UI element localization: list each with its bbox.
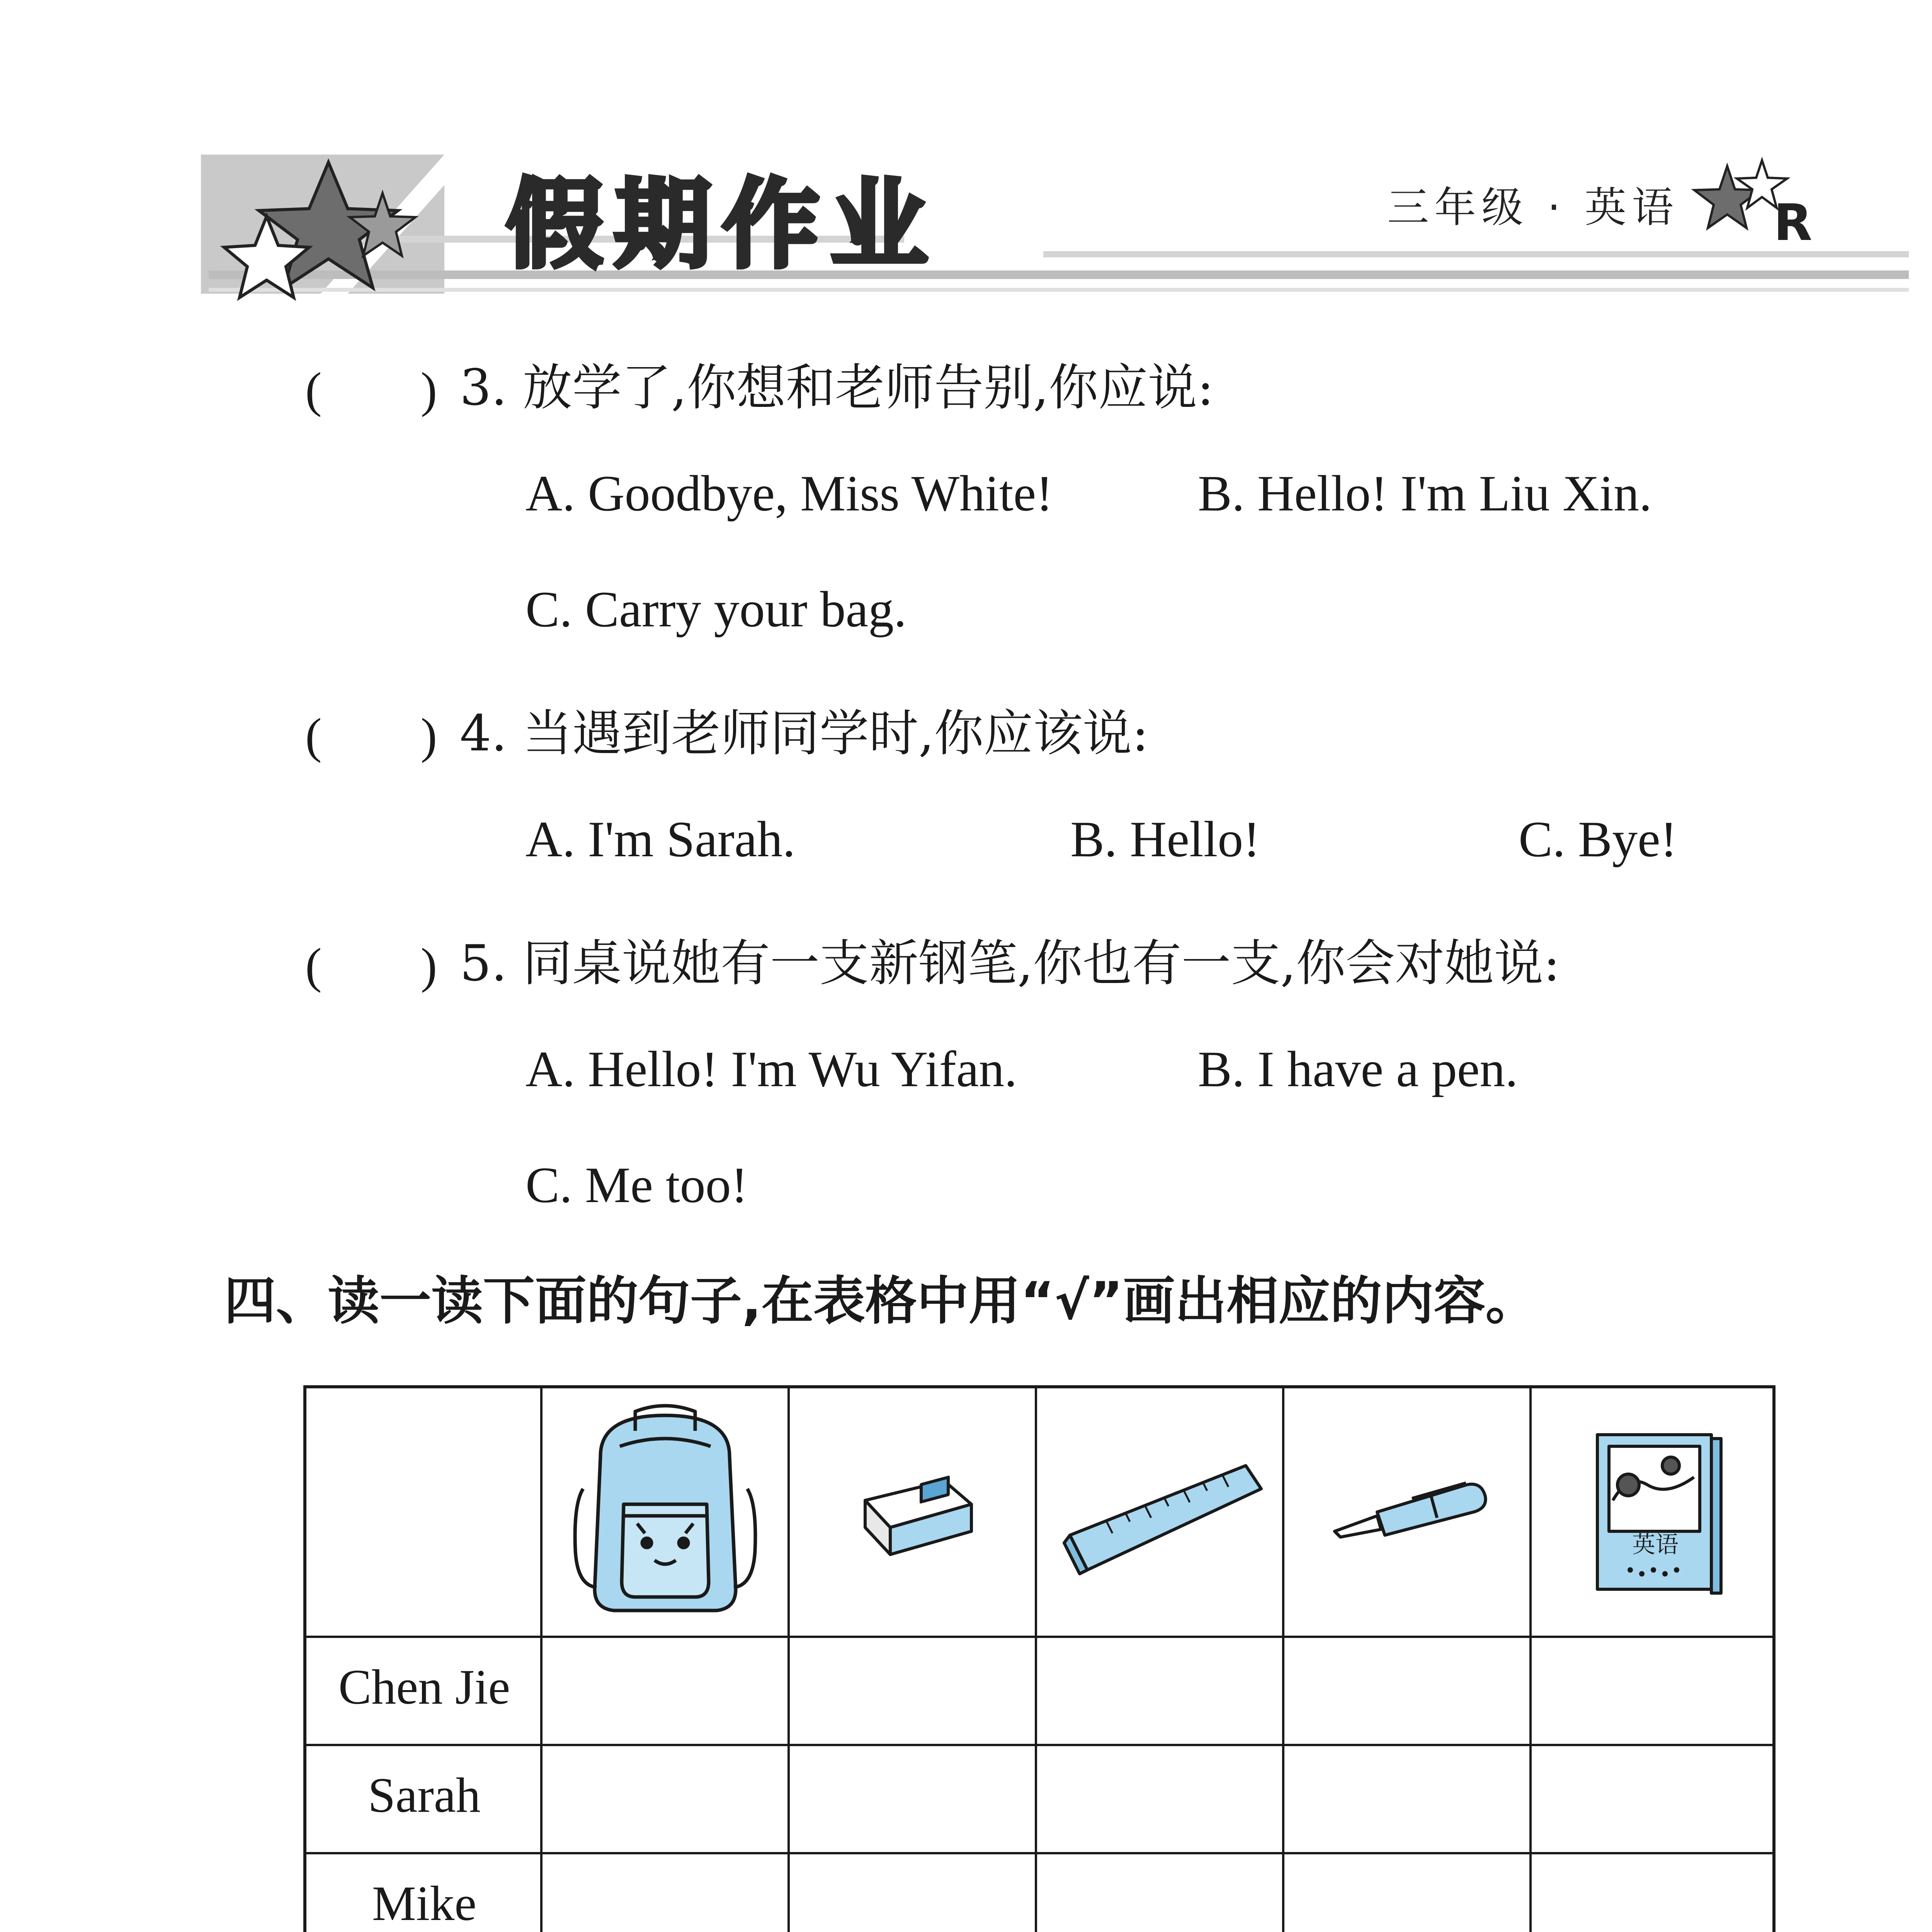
page-title: 假期作业 <box>506 168 939 281</box>
question-5-option-c: C. Me too! <box>526 1156 748 1213</box>
row-label-mike: Mike <box>372 1876 477 1931</box>
question-3-text: 3. 放学了,你想和老师告别,你应说: <box>460 359 1214 417</box>
stars-small-icon <box>1694 160 1787 228</box>
question-4-text: 4. 当遇到老师同学时,你应该说: <box>460 705 1149 762</box>
row-label-chen-jie: Chen Jie <box>338 1660 510 1714</box>
question-3-option-c: C. Carry your bag. <box>526 581 907 638</box>
grade-subject-label: 三年级 · 英语 <box>1387 184 1679 232</box>
question-5-text: 5. 同桌说她有一支新钢笔,你也有一支,你会对她说: <box>460 935 1560 992</box>
question-4-option-a: A. I'm Sarah. <box>526 811 796 867</box>
book-cover-label: 英语 <box>1632 1531 1679 1558</box>
backpack-icon <box>543 1388 787 1636</box>
pen-icon <box>1284 1388 1529 1636</box>
eraser-icon <box>790 1388 1035 1636</box>
question-3-option-b: B. Hello! I'm Liu Xin. <box>1198 465 1652 522</box>
question-3-option-a: A. Goodbye, Miss White! <box>526 465 1053 522</box>
section-4-title: 四、读一读下面的句子,在表格中用“√”画出相应的内容。 <box>224 1271 1537 1331</box>
question-4-option-b: B. Hello! <box>1070 811 1260 867</box>
answer-blank-3[interactable]: ( ) <box>305 362 437 417</box>
answer-blank-4[interactable]: ( ) <box>305 708 437 763</box>
edition-badge: R <box>1774 193 1813 252</box>
question-5-option-b: B. I have a pen. <box>1198 1041 1518 1097</box>
english-book-icon <box>1532 1388 1777 1636</box>
ruler-icon <box>1037 1388 1282 1636</box>
question-5-option-a: A. Hello! I'm Wu Yifan. <box>526 1041 1017 1097</box>
row-label-sarah: Sarah <box>368 1768 481 1823</box>
checklist-table <box>303 1385 1776 1932</box>
answer-blank-5[interactable]: ( ) <box>305 938 437 993</box>
question-4-option-c: C. Bye! <box>1519 811 1677 867</box>
